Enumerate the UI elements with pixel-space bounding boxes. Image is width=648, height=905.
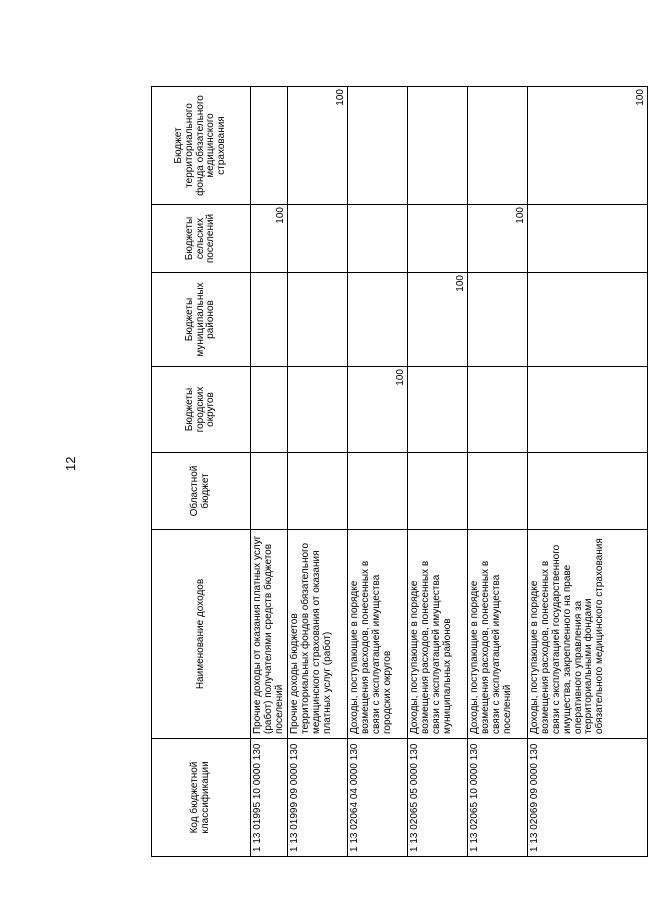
row-income-name: Прочие доходы бюджетов территориальных фондов обязательного медицинского страхования от оказания платных услуг (работ): [288, 530, 348, 739]
header-income-name: Наименование доходов: [152, 530, 251, 739]
row-income-name: Доходы, поступающие в порядке возмещения расходов, понесенных в связи с эксплуатацией имущества городских округов: [348, 530, 408, 739]
row-income-name: Доходы, поступающие в порядке возмещения расходов, понесенных в связи с эксплуатацией государственного имущества, закрепленного на праве оперативного управления за территориальными фондами обязательного медицинского страхования: [528, 530, 648, 739]
row-income-name: Доходы, поступающие в порядке возмещения расходов, понесенных в связи с эксплуатацией имущества муниципальных районов: [408, 530, 468, 739]
cell-regional-budget: [251, 453, 288, 530]
cell-rural-settlement-budgets: [528, 205, 648, 273]
cell-regional-budget: [408, 453, 468, 530]
table-row: [251, 87, 288, 857]
cell-municipal-district-budgets: 100: [408, 273, 468, 367]
cell-rural-settlement-budgets: [288, 205, 348, 273]
cell-regional-budget: [528, 453, 648, 530]
table-header-row: [152, 87, 251, 857]
table-row: [528, 87, 648, 857]
cell-city-district-budgets: [288, 367, 348, 453]
page-number: 12: [63, 456, 78, 471]
cell-rural-settlement-budgets: 100: [468, 205, 528, 273]
cell-medical-insurance-fund-budget: [348, 87, 408, 205]
cell-municipal-district-budgets: [468, 273, 528, 367]
cell-regional-budget: [468, 453, 528, 530]
row-budget-code: 1 13 02069 09 0000 130: [528, 739, 648, 857]
cell-medical-insurance-fund-budget: 100: [288, 87, 348, 205]
cell-municipal-district-budgets: [528, 273, 648, 367]
cell-city-district-budgets: [468, 367, 528, 453]
cell-regional-budget: [348, 453, 408, 530]
cell-city-district-budgets: [408, 367, 468, 453]
row-budget-code: 1 13 01995 10 0000 130: [251, 739, 288, 857]
cell-city-district-budgets: [251, 367, 288, 453]
row-budget-code: 1 13 01999 09 0000 130: [288, 739, 348, 857]
header-municipal-district-budgets: Бюджеты муниципальных районов: [152, 273, 251, 367]
cell-city-district-budgets: [528, 367, 648, 453]
table-row: [408, 87, 468, 857]
rotated-page-content: [151, 87, 646, 857]
header-regional-budget: Областной бюджет: [152, 453, 251, 530]
cell-medical-insurance-fund-budget: 100: [528, 87, 648, 205]
header-rural-settlement-budgets: Бюджеты сельских поселений: [152, 205, 251, 273]
row-budget-code: 1 13 02065 05 0000 130: [408, 739, 468, 857]
cell-rural-settlement-budgets: [348, 205, 408, 273]
cell-municipal-district-budgets: [251, 273, 288, 367]
header-medical-insurance-fund-budget: Бюджет территориального фонда обязательного медицинского страхования: [152, 87, 251, 205]
revenue-distribution-table: [151, 86, 648, 857]
row-budget-code: 1 13 02065 10 0000 130: [468, 739, 528, 857]
cell-municipal-district-budgets: [348, 273, 408, 367]
table-row: [348, 87, 408, 857]
cell-city-district-budgets: 100: [348, 367, 408, 453]
table-row: [288, 87, 348, 857]
header-budget-code: Код бюджетной классификации: [152, 739, 251, 857]
header-city-district-budgets: Бюджеты городских округов: [152, 367, 251, 453]
cell-regional-budget: [288, 453, 348, 530]
cell-rural-settlement-budgets: [408, 205, 468, 273]
cell-medical-insurance-fund-budget: [251, 87, 288, 205]
row-income-name: Доходы, поступающие в порядке возмещения расходов, понесенных в связи с эксплуатацией имущества поселений: [468, 530, 528, 739]
cell-medical-insurance-fund-budget: [408, 87, 468, 205]
table-row: [468, 87, 528, 857]
row-budget-code: 1 13 02064 04 0000 130: [348, 739, 408, 857]
cell-municipal-district-budgets: [288, 273, 348, 367]
cell-medical-insurance-fund-budget: [468, 87, 528, 205]
row-income-name: Прочие доходы от оказания платных услуг (работ) получателями средств бюджетов поселений: [251, 530, 288, 739]
cell-rural-settlement-budgets: 100: [251, 205, 288, 273]
